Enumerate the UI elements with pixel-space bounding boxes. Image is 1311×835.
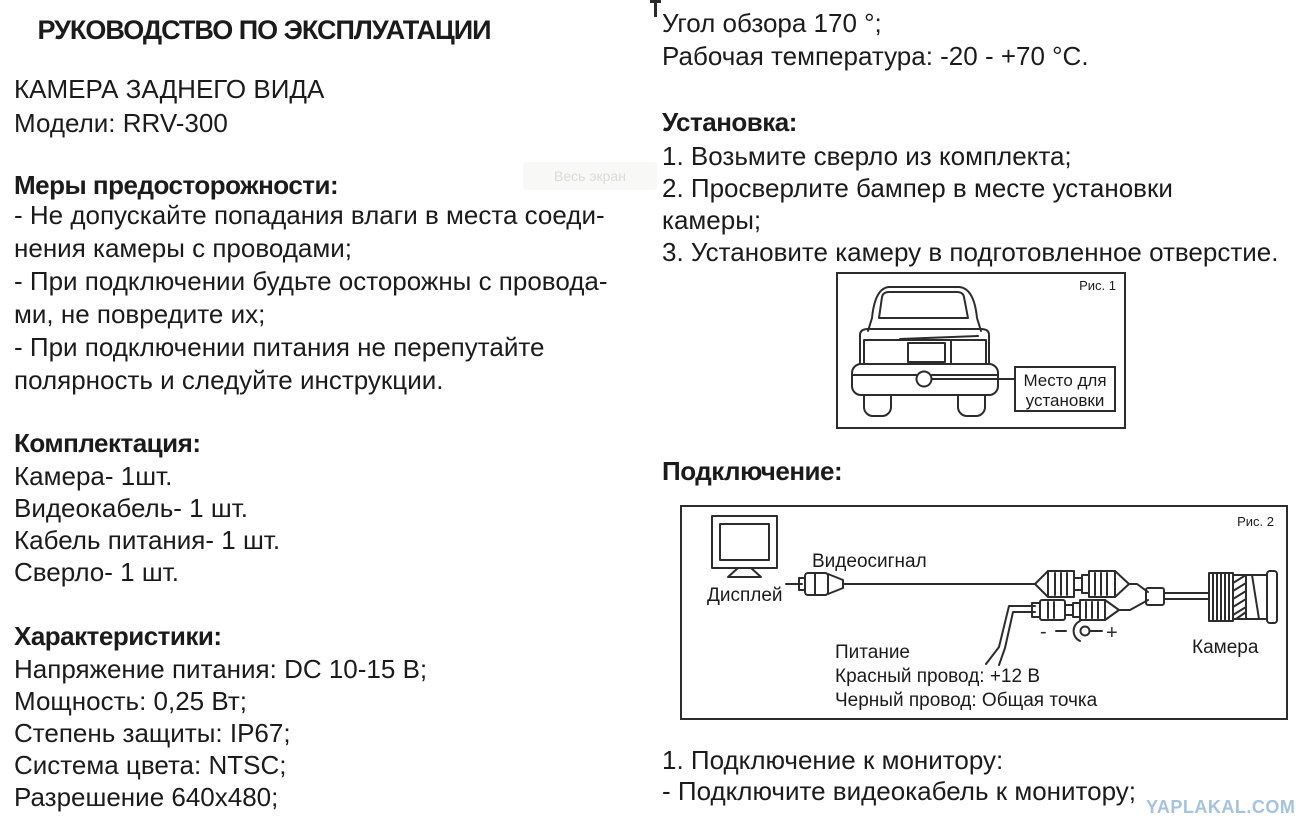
- install-step: 2. Просверлите бампер в месте установки: [662, 173, 1173, 203]
- connection-step: 1. Подключение к монитору:: [662, 745, 1004, 775]
- package-item: Видеокабель- 1 шт.: [14, 493, 248, 523]
- red-wire-label: Красный провод: +12 В: [835, 666, 1041, 687]
- install-step: 3. Установите камеру в подготовленное отверстие.: [662, 237, 1279, 267]
- car-body: [860, 329, 989, 366]
- precautions-line: - Не допускайте попадания влаги в места соеди-: [14, 200, 605, 230]
- product-model: Модели: RRV-300: [14, 108, 228, 138]
- power-wire-icon: [986, 606, 1035, 665]
- power-label: Питание: [835, 642, 910, 663]
- video-signal-label: Видеосигнал: [812, 551, 927, 572]
- spec-item: Рабочая температура: -20 - +70 °C.: [662, 41, 1089, 71]
- install-place-callout: [1014, 366, 1116, 412]
- package-list: [14, 460, 280, 588]
- specs-continued: [662, 7, 1089, 73]
- figure-2: [680, 505, 1288, 720]
- spec-item: Степень защиты: IP67;: [14, 718, 291, 748]
- site-watermark: YAPLAKAL.COM: [1146, 797, 1296, 817]
- package-item: Камера- 1шт.: [14, 461, 173, 491]
- camera-hole-icon: [917, 372, 932, 387]
- car-license-plate: [908, 343, 945, 362]
- product-name: КАМЕРА ЗАДНЕГО ВИДА: [14, 74, 325, 104]
- polarity-plus: +: [1106, 622, 1118, 644]
- precautions-line: ми, не повредите их;: [14, 299, 266, 329]
- precautions-heading: Меры предосторожности:: [14, 170, 339, 200]
- package-heading: Комплектация:: [14, 428, 201, 458]
- crop-mark-stem: [654, 0, 657, 17]
- specs-heading: Характеристики:: [14, 621, 222, 651]
- spec-item: Система цвета: NTSC;: [14, 750, 287, 780]
- power-connector-pair-icon: [1032, 600, 1148, 620]
- black-wire-label: Черный провод: Общая точка: [835, 690, 1098, 711]
- install-step: 1. Возьмите сверло из комплекта;: [662, 141, 1072, 171]
- page-title: РУКОВОДСТВО ПО ЭКСПЛУАТАЦИИ: [37, 15, 491, 45]
- figure-1: [836, 272, 1126, 429]
- figure-1-caption: Рис. 1: [1079, 278, 1116, 293]
- specs-list: [14, 653, 427, 813]
- junction-connector-icon: [1146, 588, 1164, 605]
- car-trunk-line: [900, 336, 978, 339]
- connection-step: - Подключите видеокабель к монитору;: [662, 776, 1137, 806]
- figure-2-caption: Рис. 2: [1237, 514, 1274, 529]
- precautions-line: - При подключении будьте осторожны с провода-: [14, 266, 608, 296]
- spec-item: Напряжение питания: DC 10-15 В;: [14, 654, 428, 684]
- precautions-line: - При подключении питания не перепутайте: [14, 332, 545, 362]
- install-heading: Установка:: [662, 107, 797, 137]
- callout-line: установки: [1025, 391, 1105, 410]
- connection-heading: Подключение:: [662, 456, 843, 486]
- install-step: камеры;: [662, 205, 762, 235]
- precautions-line: полярность и следуйте инструкции.: [14, 365, 444, 395]
- precautions-line: нения камеры с проводами;: [14, 233, 352, 263]
- install-list: [662, 140, 1278, 268]
- camera-icon: [1209, 571, 1277, 623]
- package-item: Сверло- 1 шт.: [14, 557, 179, 587]
- video-connector-pair-icon: [1035, 571, 1148, 597]
- video-rca-plug-icon: [786, 573, 843, 595]
- camera-label: Камера: [1192, 637, 1259, 658]
- polarity-minus: -: [1040, 621, 1047, 643]
- spec-item: Мощность: 0,25 Вт;: [14, 686, 247, 716]
- product-block: [14, 72, 324, 140]
- precautions-list: [14, 199, 608, 397]
- fullscreen-overlay-button[interactable]: Весь экран: [523, 162, 657, 190]
- connection-steps: [662, 745, 1136, 807]
- package-item: Кабель питания- 1 шт.: [14, 525, 281, 555]
- spec-item: Разрешение 640x480;: [14, 782, 279, 812]
- callout-line: Место для: [1023, 371, 1107, 390]
- display-label: Дисплей: [707, 585, 783, 606]
- polarity-symbol-icon: [1056, 621, 1102, 641]
- monitor-icon: [712, 516, 777, 577]
- spec-item: Угол обзора 170 °;: [662, 8, 882, 38]
- car-rear-window: [879, 292, 968, 318]
